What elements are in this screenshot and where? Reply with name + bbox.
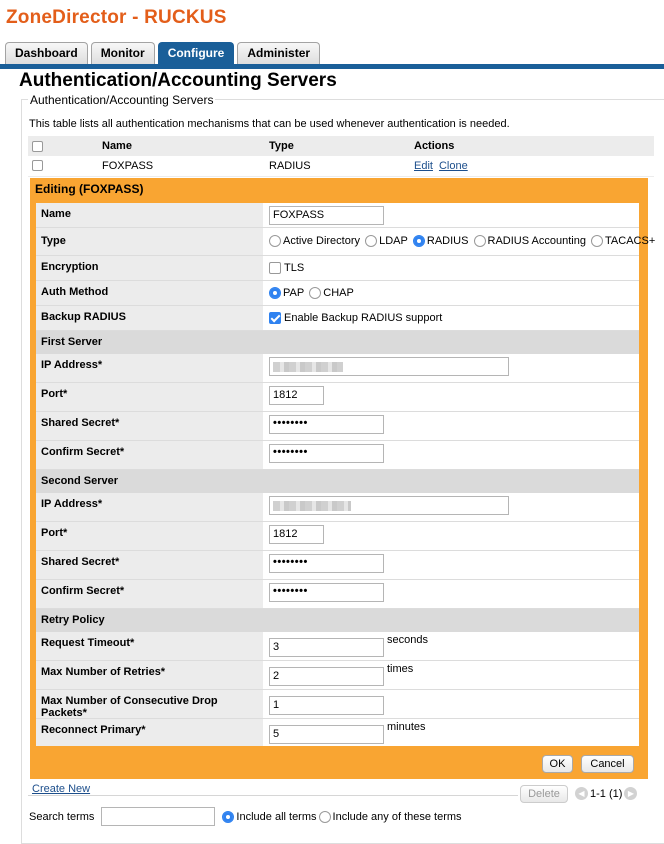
auth-option-pap[interactable]: PAP xyxy=(269,287,304,299)
row-type: RADIUS xyxy=(265,156,410,176)
radio-selected-icon xyxy=(222,811,234,823)
encryption-row xyxy=(36,256,639,281)
type-option-ldap[interactable]: LDAP xyxy=(365,235,408,247)
table-description: This table lists all authentication mechanisms that can be used whenever authentication is needed. xyxy=(29,118,510,130)
tab-dashboard[interactable]: Dashboard xyxy=(5,42,88,64)
redacted-ip xyxy=(273,362,343,372)
cancel-button[interactable]: Cancel xyxy=(581,755,634,773)
first-port-input[interactable]: 1812 xyxy=(269,386,324,405)
search-input[interactable] xyxy=(101,807,215,826)
create-new-link[interactable]: Create New xyxy=(32,783,91,795)
app-title: ZoneDirector - RUCKUS xyxy=(6,7,227,28)
second-confirm-label: Confirm Secret* xyxy=(36,580,263,608)
radio-selected-icon xyxy=(413,235,425,247)
retry-policy-heading: Retry Policy xyxy=(36,609,639,632)
second-secret-input[interactable]: •••••••• xyxy=(269,554,384,573)
type-row xyxy=(36,228,656,256)
first-ip-input[interactable] xyxy=(269,357,509,376)
reconnect-input[interactable]: 5 xyxy=(269,725,384,744)
row-checkbox[interactable] xyxy=(32,160,43,171)
main-tabs xyxy=(5,42,323,64)
first-server-heading: First Server xyxy=(36,331,639,354)
tab-administer[interactable]: Administer xyxy=(237,42,320,64)
timeout-label: Request Timeout* xyxy=(36,632,263,660)
type-option-radius-accounting[interactable]: RADIUS Accounting xyxy=(474,235,586,247)
radio-icon xyxy=(269,235,281,247)
first-ip-label: IP Address* xyxy=(36,354,263,382)
encryption-label: Encryption xyxy=(36,256,263,280)
radio-icon xyxy=(319,811,331,823)
name-row xyxy=(36,203,639,228)
auth-method-label: Auth Method xyxy=(36,281,263,305)
reconnect-row xyxy=(36,719,639,746)
retries-unit: times xyxy=(387,663,414,675)
timeout-unit: seconds xyxy=(387,634,428,646)
retries-label: Max Number of Retries* xyxy=(36,661,263,689)
fieldset-legend: Authentication/Accounting Servers xyxy=(30,93,214,107)
row-name: FOXPASS xyxy=(98,156,265,176)
timeout-input[interactable]: 3 xyxy=(269,638,384,657)
backup-radius-row xyxy=(36,306,639,331)
header-type: Type xyxy=(265,136,410,156)
drop-packets-label: Max Number of Consecutive Drop Packets* xyxy=(36,690,263,718)
second-ip-label: IP Address* xyxy=(36,493,263,521)
include-all-option[interactable]: Include all terms xyxy=(222,811,316,823)
retries-input[interactable]: 2 xyxy=(269,667,384,686)
tab-configure[interactable]: Configure xyxy=(158,42,235,64)
second-confirm-input[interactable]: •••••••• xyxy=(269,583,384,602)
second-port-row xyxy=(36,522,639,551)
servers-table xyxy=(28,136,654,177)
reconnect-unit: minutes xyxy=(387,721,426,733)
select-all-checkbox[interactable] xyxy=(32,141,43,152)
radio-icon xyxy=(309,287,321,299)
type-label: Type xyxy=(36,228,263,255)
type-option-tacacs[interactable]: TACACS+ xyxy=(591,235,655,247)
type-option-radius[interactable]: RADIUS xyxy=(413,235,469,247)
backup-radius-label: Backup RADIUS xyxy=(36,306,263,330)
header-actions: Actions xyxy=(410,136,654,156)
second-port-input[interactable]: 1812 xyxy=(269,525,324,544)
second-confirm-row xyxy=(36,580,639,609)
footer-divider xyxy=(28,795,518,796)
header-name: Name xyxy=(98,136,265,156)
first-confirm-input[interactable]: •••••••• xyxy=(269,444,384,463)
radio-selected-icon xyxy=(269,287,281,299)
prev-page-icon[interactable]: ◀ xyxy=(575,787,588,800)
table-header-row xyxy=(28,136,654,156)
backup-radius-option: Enable Backup RADIUS support xyxy=(284,312,443,324)
retries-row xyxy=(36,661,639,690)
first-port-label: Port* xyxy=(36,383,263,411)
reconnect-label: Reconnect Primary* xyxy=(36,719,263,746)
tls-label: TLS xyxy=(284,262,305,274)
table-row xyxy=(28,156,654,176)
next-page-icon[interactable]: ▶ xyxy=(624,787,637,800)
second-secret-label: Shared Secret* xyxy=(36,551,263,579)
second-secret-row xyxy=(36,551,639,580)
ok-button[interactable]: OK xyxy=(542,755,573,773)
search-label: Search terms xyxy=(29,810,95,823)
pagination xyxy=(575,787,637,800)
clone-link[interactable]: Clone xyxy=(438,159,468,172)
name-label: Name xyxy=(36,203,263,227)
search-row xyxy=(29,807,464,826)
first-confirm-row xyxy=(36,441,639,470)
editor-form xyxy=(36,203,656,746)
auth-option-chap[interactable]: CHAP xyxy=(309,287,354,299)
tls-checkbox[interactable] xyxy=(269,262,281,274)
second-ip-row xyxy=(36,493,639,522)
second-ip-input[interactable] xyxy=(269,496,509,515)
page-title: Authentication/Accounting Servers xyxy=(19,70,337,91)
backup-radius-checkbox[interactable] xyxy=(269,312,281,324)
radio-icon xyxy=(365,235,377,247)
timeout-row xyxy=(36,632,639,661)
redacted-ip xyxy=(273,501,351,511)
radio-icon xyxy=(591,235,603,247)
first-confirm-label: Confirm Secret* xyxy=(36,441,263,469)
drop-packets-row xyxy=(36,690,639,719)
second-port-label: Port* xyxy=(36,522,263,550)
drop-packets-input[interactable]: 1 xyxy=(269,696,384,715)
edit-link[interactable]: Edit xyxy=(414,159,433,172)
pagination-text: 1-1 (1) xyxy=(590,787,623,800)
first-secret-label: Shared Secret* xyxy=(36,412,263,440)
first-ip-row xyxy=(36,354,639,383)
editor-title: Editing (FOXPASS) xyxy=(35,182,144,196)
name-input[interactable]: FOXPASS xyxy=(269,206,384,225)
edit-panel xyxy=(30,178,656,779)
content-panel xyxy=(10,69,664,838)
first-secret-input[interactable]: •••••••• xyxy=(269,415,384,434)
include-any-option[interactable]: Include any of these terms xyxy=(319,811,462,823)
first-secret-row xyxy=(36,412,639,441)
radio-icon xyxy=(474,235,486,247)
type-option-active-directory[interactable]: Active Directory xyxy=(269,235,360,247)
tab-monitor[interactable]: Monitor xyxy=(91,42,155,64)
auth-method-row xyxy=(36,281,639,306)
second-server-heading: Second Server xyxy=(36,470,639,493)
delete-button[interactable]: Delete xyxy=(520,785,568,803)
first-port-row xyxy=(36,383,639,412)
